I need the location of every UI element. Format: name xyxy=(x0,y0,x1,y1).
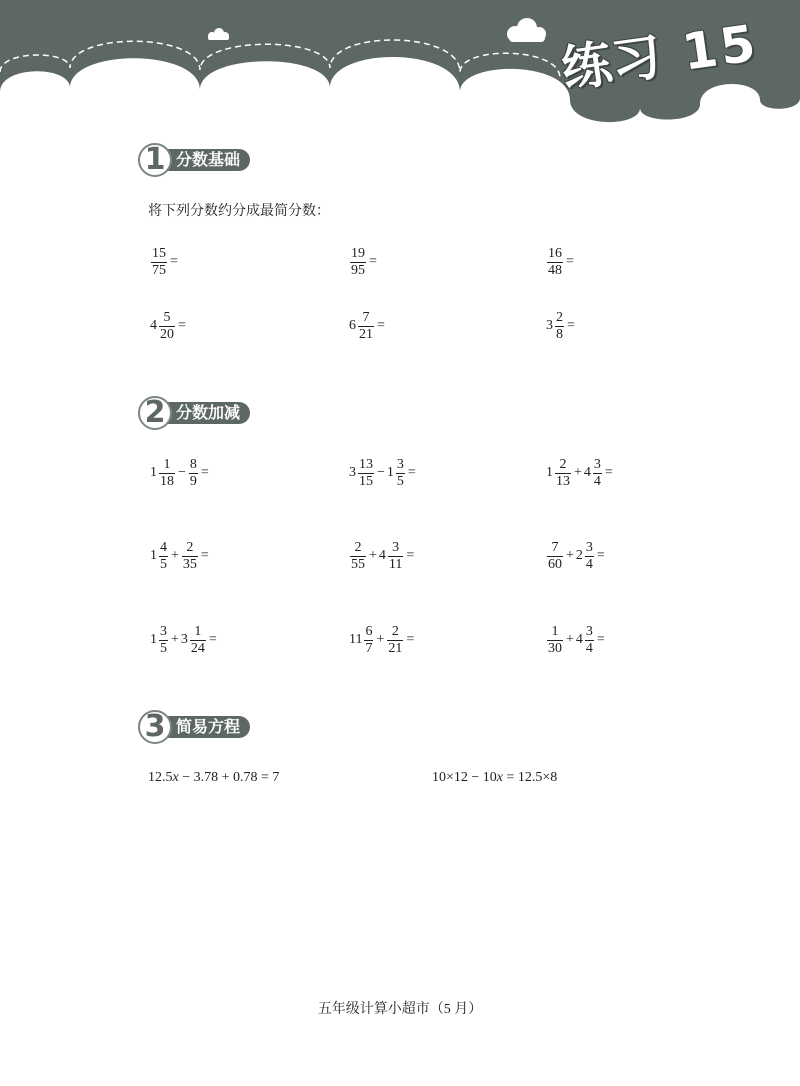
reduce-problem-3 xyxy=(546,247,746,278)
fraction xyxy=(358,311,374,342)
whole-number: 4 xyxy=(378,548,386,563)
whole-number: 4 xyxy=(150,318,157,333)
operator: + xyxy=(566,548,574,563)
operator: + xyxy=(566,632,574,647)
problem-row xyxy=(150,624,746,656)
whole-number: 1 xyxy=(150,465,157,480)
denominator: 9 xyxy=(189,473,197,489)
equation-right-part: − 3.78 + 0.78 = 7 xyxy=(178,770,280,785)
equation-variable: x xyxy=(172,770,179,785)
fraction xyxy=(182,541,198,572)
denominator: 8 xyxy=(556,326,563,342)
section-number: 3 xyxy=(144,709,166,744)
numerator: 2 xyxy=(555,458,571,474)
whole-number: 6 xyxy=(349,318,356,333)
whole-number: 2 xyxy=(575,548,583,563)
add-sub-problem-9 xyxy=(546,625,746,656)
operator: + xyxy=(369,548,377,563)
denominator: 4 xyxy=(585,640,593,656)
numerator: 5 xyxy=(159,311,175,327)
denominator: 5 xyxy=(396,473,404,489)
add-sub-problem-2 xyxy=(349,458,546,489)
numerator: 7 xyxy=(358,311,374,327)
reduce-problem-6 xyxy=(546,311,746,342)
fraction xyxy=(159,541,168,572)
add-sub-problem-7 xyxy=(150,625,349,656)
numerator: 3 xyxy=(388,541,403,557)
denominator: 18 xyxy=(160,473,174,489)
problem-row xyxy=(150,540,746,572)
section-title: 分数基础 xyxy=(176,150,241,169)
fraction xyxy=(593,458,602,489)
fraction xyxy=(555,311,564,342)
numerator: 3 xyxy=(585,623,593,639)
whole-number: 4 xyxy=(575,632,583,647)
equals-sign: = xyxy=(596,548,605,563)
numerator: 8 xyxy=(189,456,197,472)
denominator: 11 xyxy=(388,556,403,572)
whole-number: 1 xyxy=(386,465,394,480)
reduce-problem-4 xyxy=(150,311,349,342)
denominator: 24 xyxy=(190,640,205,656)
exercise-title-label: 练习 xyxy=(557,27,666,99)
operator: + xyxy=(171,548,179,563)
fraction xyxy=(159,311,175,342)
fraction xyxy=(190,625,206,656)
denominator: 95 xyxy=(351,262,365,278)
whole-number: 3 xyxy=(546,318,553,333)
fraction xyxy=(364,625,373,656)
add-sub-problem-4 xyxy=(150,541,349,572)
reduce-problem-2 xyxy=(349,247,546,278)
numerator: 2 xyxy=(556,309,563,325)
numerator: 3 xyxy=(396,456,404,472)
equals-sign: = xyxy=(377,318,385,333)
reduce-problem-5 xyxy=(349,311,546,342)
operator: − xyxy=(178,465,186,480)
equals-sign: = xyxy=(566,254,574,269)
add-sub-problem-3 xyxy=(546,458,746,489)
numerator: 2 xyxy=(350,541,366,557)
whole-number: 4 xyxy=(583,465,591,480)
denominator: 20 xyxy=(160,326,174,342)
exercise-number: 15 xyxy=(678,13,762,82)
numerator: 4 xyxy=(160,539,167,555)
section-badge-2 xyxy=(138,394,258,432)
whole-number: 1 xyxy=(546,465,553,480)
equals-sign: = xyxy=(369,254,377,269)
equals-sign: = xyxy=(200,548,209,563)
denominator: 55 xyxy=(351,556,365,572)
page-footer: 五年级计算小超市（5 月） xyxy=(317,1002,483,1017)
denominator: 30 xyxy=(548,640,562,656)
section-title: 简易方程 xyxy=(176,717,241,736)
fraction xyxy=(151,247,167,278)
fraction xyxy=(189,458,198,489)
fraction xyxy=(547,625,563,656)
fraction xyxy=(555,458,571,489)
whole-number: 3 xyxy=(180,632,188,647)
numerator: 3 xyxy=(160,623,167,639)
denominator: 13 xyxy=(556,473,570,489)
equals-sign: = xyxy=(604,465,613,480)
problem-row xyxy=(150,457,746,489)
section-number: 1 xyxy=(144,142,166,177)
denominator: 21 xyxy=(359,326,373,342)
equation-left-part: 12.5 xyxy=(148,770,173,785)
whole-number: 1 xyxy=(150,632,157,647)
numerator: 1 xyxy=(547,625,563,641)
denominator: 4 xyxy=(593,473,601,489)
reduce-problem-1 xyxy=(150,247,349,278)
numerator: 15 xyxy=(152,245,166,261)
denominator: 60 xyxy=(548,556,562,572)
operator: + xyxy=(574,465,582,480)
numerator: 1 xyxy=(159,458,175,474)
section-badge-1 xyxy=(138,141,258,179)
section-badge-3 xyxy=(138,708,258,746)
add-sub-problem-1 xyxy=(150,458,349,489)
numerator: 19 xyxy=(351,245,365,261)
fraction xyxy=(350,541,366,572)
whole-number: 3 xyxy=(349,465,356,480)
fraction xyxy=(547,247,563,278)
fraction xyxy=(585,541,594,572)
whole-number: 11 xyxy=(349,632,363,647)
fraction xyxy=(388,541,403,572)
equation-2 xyxy=(432,770,557,786)
numerator: 7 xyxy=(547,541,563,557)
denominator: 35 xyxy=(182,556,197,572)
equation-left-part: 10×12 − 10 xyxy=(432,770,497,785)
whole-number: 1 xyxy=(150,548,157,563)
fraction xyxy=(547,541,563,572)
operator: + xyxy=(376,632,385,647)
numerator: 1 xyxy=(190,625,206,641)
operator: + xyxy=(171,632,179,647)
fraction xyxy=(159,625,168,656)
problem-row xyxy=(150,310,746,342)
fraction xyxy=(396,458,405,489)
fraction xyxy=(159,458,175,489)
section-number: 2 xyxy=(144,395,166,430)
equation-variable: x xyxy=(496,770,504,785)
denominator: 7 xyxy=(365,640,373,656)
numerator: 6 xyxy=(365,623,373,639)
equation-1 xyxy=(148,770,279,786)
denominator: 75 xyxy=(152,262,166,278)
operator: − xyxy=(377,465,385,480)
numerator: 13 xyxy=(359,456,373,472)
add-sub-problem-8 xyxy=(349,625,546,656)
equals-sign: = xyxy=(170,254,178,269)
numerator: 3 xyxy=(593,456,601,472)
denominator: 4 xyxy=(585,556,593,572)
denominator: 15 xyxy=(359,473,373,489)
add-sub-problem-6 xyxy=(546,541,746,572)
equals-sign: = xyxy=(200,465,209,480)
equals-sign: = xyxy=(406,548,415,563)
denominator: 5 xyxy=(160,640,167,656)
equals-sign: = xyxy=(596,632,605,647)
numerator: 16 xyxy=(548,245,562,261)
denominator: 21 xyxy=(388,640,403,656)
numerator: 3 xyxy=(585,539,593,555)
equals-sign: = xyxy=(208,632,217,647)
equals-sign: = xyxy=(567,318,575,333)
equals-sign: = xyxy=(406,632,415,647)
section-title: 分数加减 xyxy=(176,403,241,422)
fraction xyxy=(585,625,594,656)
equation-right-part: = 12.5×8 xyxy=(503,770,558,785)
instruction-text: 将下列分数约分成最简分数： xyxy=(148,204,330,219)
problem-row xyxy=(150,246,746,278)
fraction xyxy=(358,458,374,489)
equals-sign: = xyxy=(178,318,186,333)
denominator: 48 xyxy=(548,262,562,278)
add-sub-problem-5 xyxy=(349,541,546,572)
fraction xyxy=(387,625,403,656)
numerator: 2 xyxy=(387,625,403,641)
numerator: 2 xyxy=(182,541,198,557)
fraction xyxy=(350,247,366,278)
equals-sign: = xyxy=(407,465,416,480)
denominator: 5 xyxy=(160,556,167,572)
